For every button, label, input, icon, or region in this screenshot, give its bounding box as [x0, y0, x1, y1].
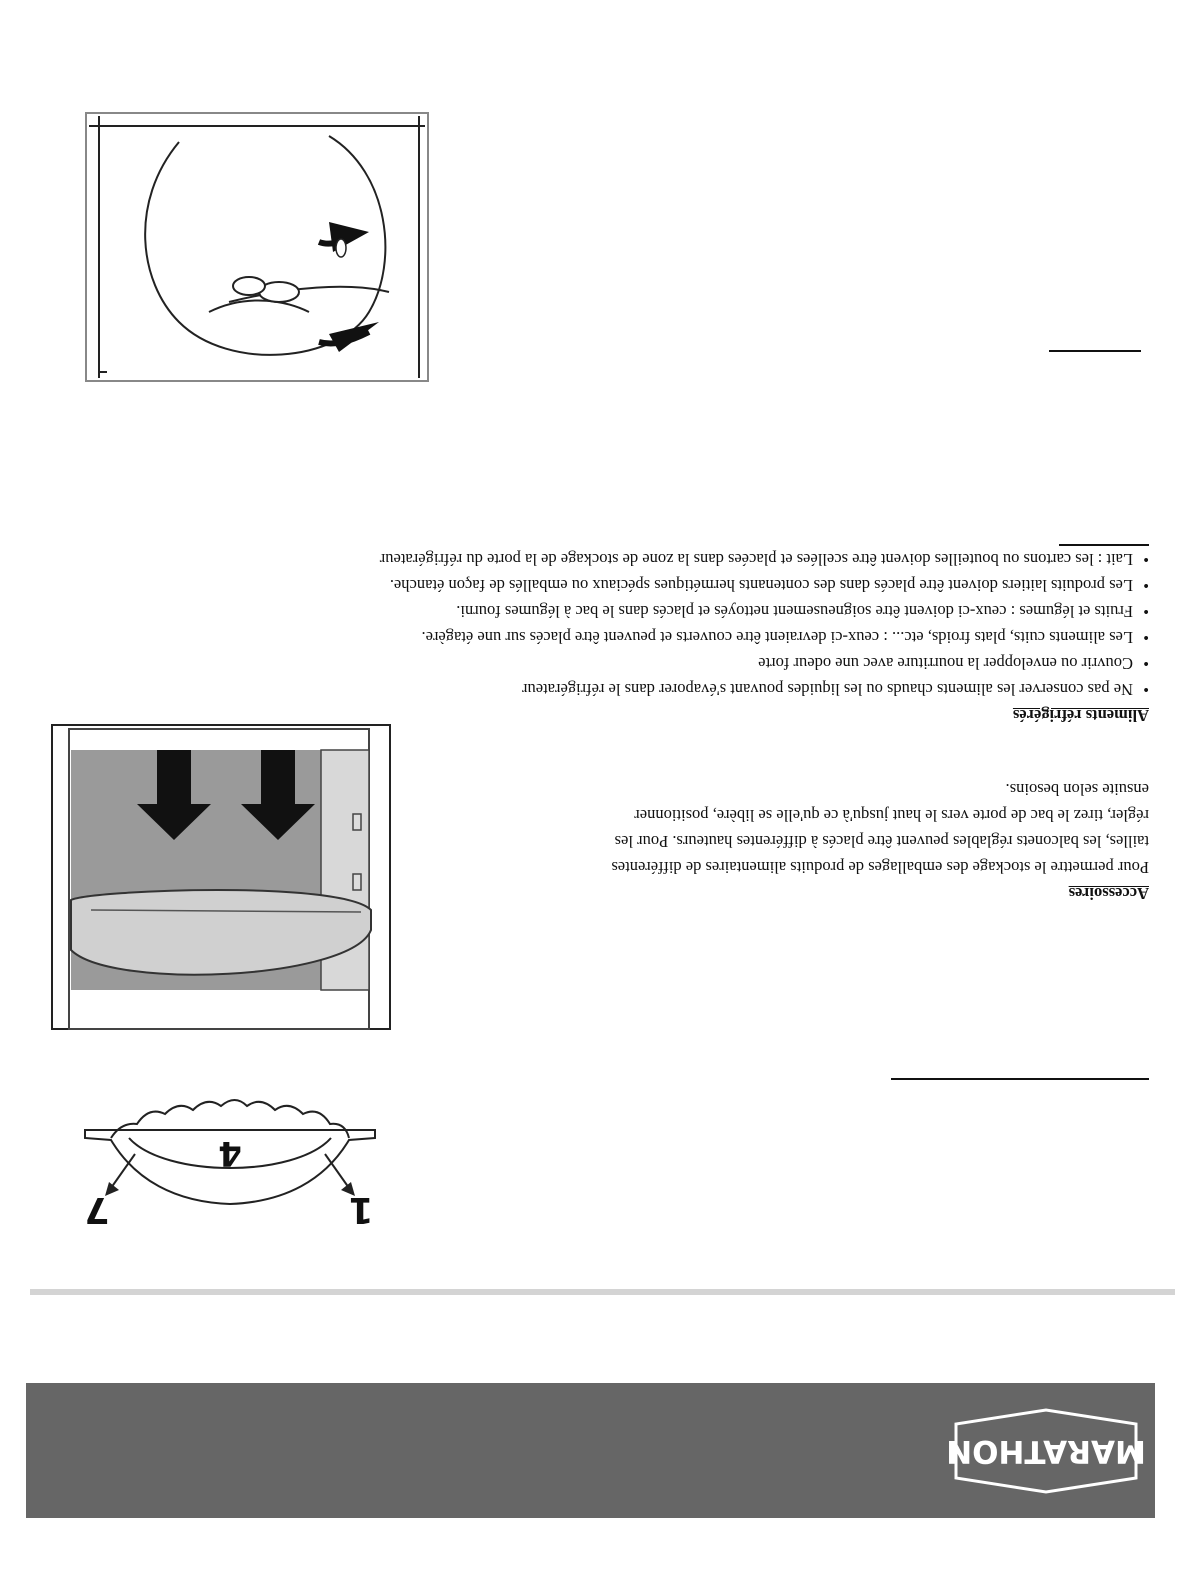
accessories-section — [409, 776, 1149, 906]
dial-label-7: 7 — [84, 1189, 110, 1230]
refrigerated-food-list — [149, 546, 1149, 702]
list-item: • Couvrir ou envelopper la nourriture avec une odeur forte — [149, 650, 1149, 676]
section-rule — [1049, 350, 1141, 352]
list-item: • Les produits laitiers doivent être placés dans des contenants hermétiques spéciaux ou emballés de façon étanche. — [149, 572, 1149, 598]
list-item: • Les aliments cuits, plats froids, etc... : ceux-ci devraient être couverts et peuvent être placés sur une étagère. — [149, 624, 1149, 650]
refrigerated-food-heading: Aliments réfrigérés — [1012, 706, 1149, 725]
refrigerated-food-section — [149, 546, 1149, 728]
accessories-heading: Accessoires — [1068, 884, 1149, 903]
shelf-adjustment-figure — [85, 112, 429, 382]
marathon-logo — [941, 1406, 1151, 1496]
door-balcony-figure — [51, 724, 391, 1030]
logo-text: MARATHON — [946, 1433, 1146, 1469]
list-item: • Lait : les cartons ou bouteilles doivent être scellées et placées dans la zone de stockage de la porte du réfrigérateur — [149, 546, 1149, 572]
section-rule — [891, 1078, 1149, 1080]
accessories-paragraph: Pour permettre le stockage des emballages de produits alimentaires de différentes tailles, les balconets réglables peuvent être placés à différentes hauteurs. Pour les régler, tirez le bac de porte vers le haut jusqu'à ce qu'elle se libère, positionner ensuite selon besoins. — [611, 780, 1149, 877]
page-divider — [30, 1289, 1175, 1295]
thermostat-dial-figure — [75, 1080, 385, 1250]
dial-label-1: 1 — [348, 1189, 374, 1230]
list-item: • Ne pas conserver les aliments chauds ou les liquides pouvant s'évaporer dans le réfrigérateur — [149, 676, 1149, 702]
dial-label-4: 4 — [218, 1133, 242, 1173]
list-item: • Fruits et légumes : ceux-ci doivent être soigneusement nettoyés et placés dans le bac à légumes fourni. — [149, 598, 1149, 624]
